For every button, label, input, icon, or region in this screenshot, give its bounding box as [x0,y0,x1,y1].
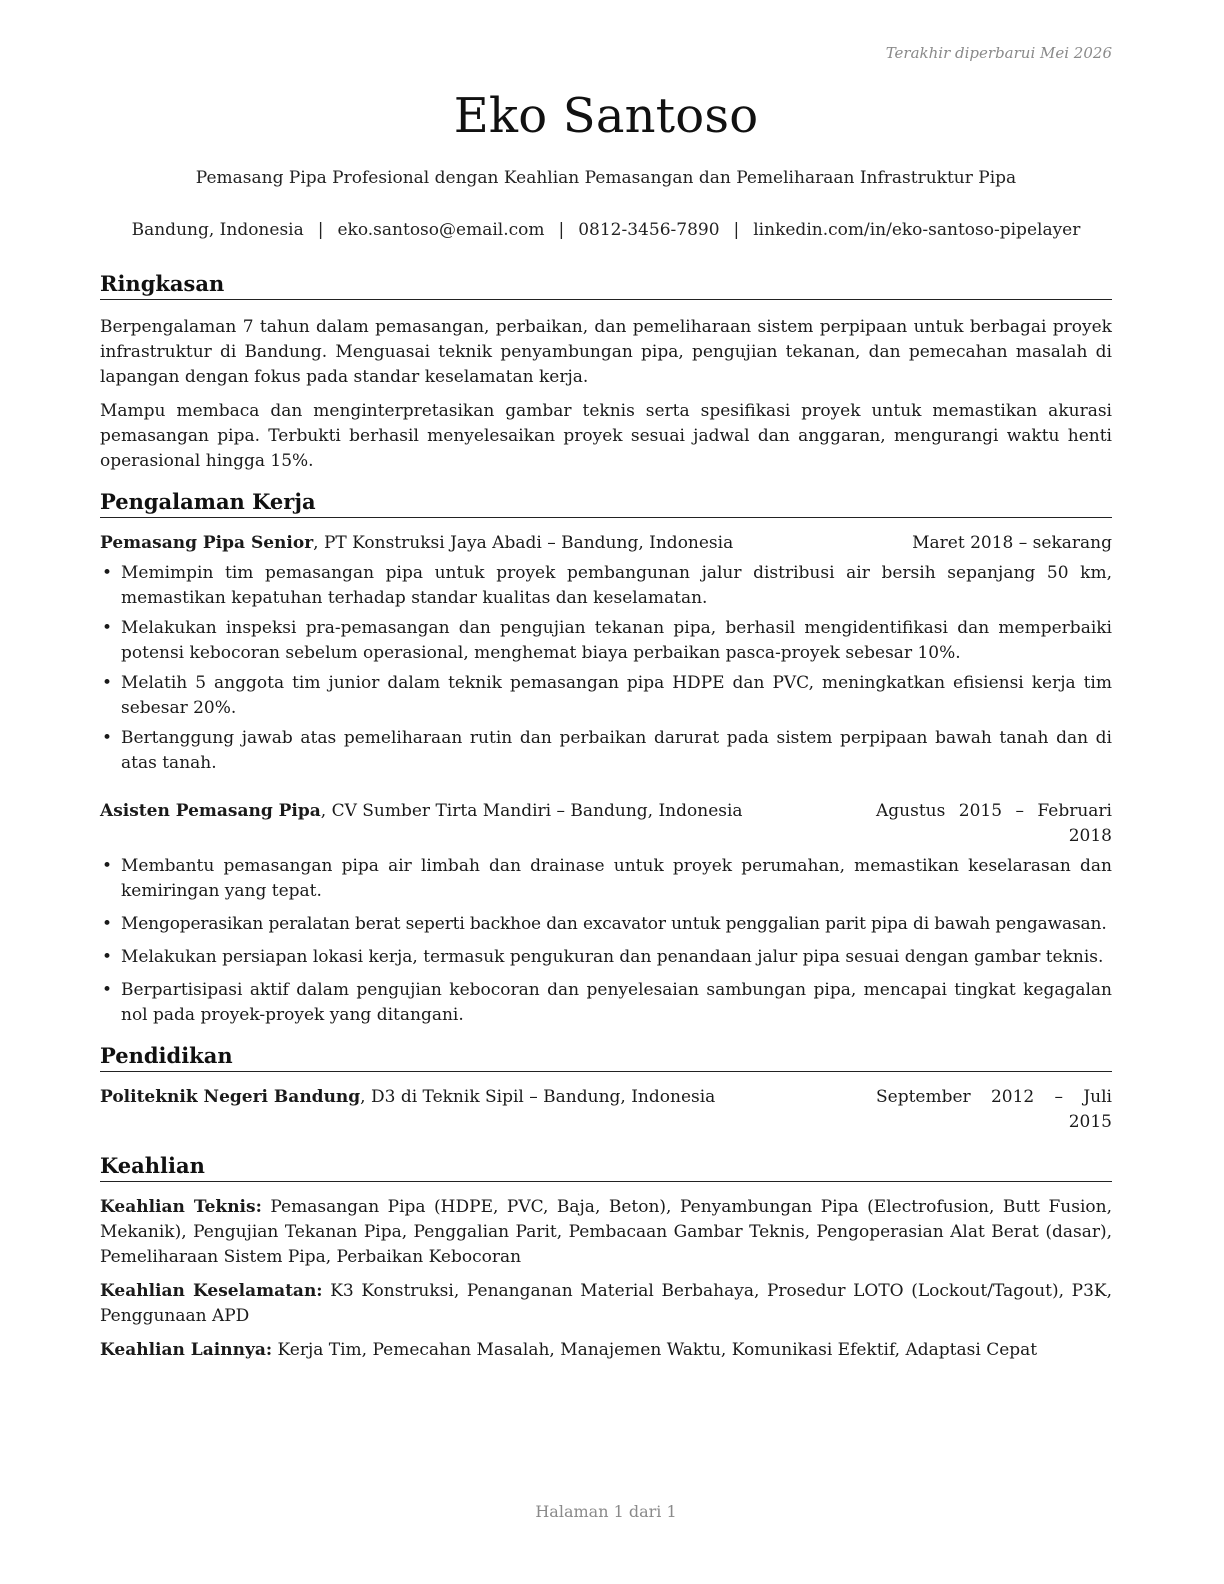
skill-group-label: Keahlian Teknis: [100,1197,262,1217]
bullet-icon: • [102,563,113,583]
contact-separator: | [558,220,565,240]
job-bullet-list [100,854,1112,1028]
job-role: Pemasang Pipa Senior [100,533,314,553]
experience-section [100,488,1112,1028]
contact-separator: | [733,220,740,240]
skills-section [100,1152,1112,1363]
bullet-icon: • [102,914,112,934]
list-item: • Melatih 5 anggota tim junior dalam teknik pemasangan pipa HDPE dan PVC, meningkatkan efisiensi kerja tim sebesar 20%. [102,673,1112,718]
job-title-line [100,799,743,824]
job-organization: , CV Sumber Tirta Mandiri – Bandung, Indonesia [320,801,743,821]
job-entry [100,531,1112,776]
education-entry [100,1085,1112,1135]
job-role: Asisten Pemasang Pipa [100,801,321,821]
last-updated-note: Terakhir diperbarui Mei 2026 [885,44,1112,62]
bullet-icon: • [102,618,113,638]
contact-location: Bandung, Indonesia [131,220,304,240]
bullet-icon: • [102,856,113,876]
contact-separator: | [317,220,324,240]
skill-group-label: Keahlian Lainnya: [100,1340,273,1360]
section-title-summary: Ringkasan [100,270,1112,300]
section-title-experience: Pengalaman Kerja [100,488,1112,518]
list-item: • Bertanggung jawab atas pemeliharaan rutin dan perbaikan darurat pada sistem perpipaan bawah tanah dan di atas tanah. [102,728,1112,773]
education-school: Politeknik Negeri Bandung [100,1087,361,1107]
section-title-skills: Keahlian [100,1152,1112,1182]
summary-paragraph: Berpengalaman 7 tahun dalam pemasangan, perbaikan, dan pemeliharaan sistem perpipaan untuk berbagai proyek infrastruktur di Bandung. Menguasai teknik penyambungan pipa, pengujian tekanan, dan pemecahan masalah di lapangan dengan fokus pada standar keselamatan kerja. [100,317,1112,387]
professional-tagline: Pemasang Pipa Profesional dengan Keahlian Pemasangan dan Pemeliharaan Infrastruktur Pipa [195,168,1017,188]
skill-group-safety [100,1279,1112,1329]
contact-linkedin[interactable]: linkedin.com/in/eko-santoso-pipelayer [753,220,1081,240]
skill-group-other [100,1338,1112,1363]
list-item: • Melakukan persiapan lokasi kerja, termasuk pengukuran dan penandaan jalur pipa sesuai dengan gambar teknis. [100,945,1112,970]
job-organization: , PT Konstruksi Jaya Abadi – Bandung, Indonesia [313,533,734,553]
summary-section [100,270,1112,474]
skill-group-technical [100,1195,1112,1270]
list-item: • Melakukan inspeksi pra-pemasangan dan pengujian tekanan pipa, berhasil mengidentifikasi dan memperbaiki potensi kebocoran sebelum operasional, menghemat biaya perbaikan pasca-proyek sebesar 10%. [102,618,1112,663]
skill-group-text: Pemasangan Pipa (HDPE, PVC, Baja, Beton), Penyambungan Pipa (Electrofusion, Butt Fusion, Mekanik), Pengujian Tekanan Pipa, Penggalian Parit, Pembacaan Gambar Teknis, Pengoperasian Alat Berat (dasar), Pemeliharaan Sistem Pipa, Perbaikan Kebocoran [100,1197,1113,1267]
resume-page [100,0,1112,1584]
bullet-icon: • [102,980,113,1000]
job-entry [100,799,1112,1028]
skill-group-label: Keahlian Keselamatan: [100,1281,323,1301]
education-section [100,1042,1112,1135]
skill-group-text: Kerja Tim, Pemecahan Masalah, Manajemen Waktu, Komunikasi Efektif, Adaptasi Cepat [272,1340,1038,1360]
contact-line [100,220,1112,240]
list-item: • Mengoperasikan peralatan berat seperti backhoe dan excavator untuk penggalian parit pipa di bawah pengawasan. [100,912,1112,937]
education-dates: September 2012 – Juli 2015 [876,1087,1112,1132]
skill-group-text: K3 Konstruksi, Penanganan Material Berbahaya, Prosedur LOTO (Lockout/Tagout), P3K, Penggunaan APD [100,1281,1112,1326]
bullet-icon: • [102,728,113,748]
section-title-education: Pendidikan [100,1042,1112,1072]
bullet-icon: • [102,947,113,967]
education-detail: , D3 di Teknik Sipil – Bandung, Indonesia [360,1087,716,1107]
summary-paragraph: Mampu membaca dan menginterpretasikan gambar teknis serta spesifikasi proyek untuk memastikan akurasi pemasangan pipa. Terbukti berhasil menyelesaikan proyek sesuai jadwal dan anggaran, mengurangi waktu henti operasional hingga 15%. [100,401,1112,471]
list-item: • Berpartisipasi aktif dalam pengujian kebocoran dan penyelesaian sambungan pipa, mencapai tingkat kegagalan nol pada proyek-proyek yang ditangani. [102,980,1112,1025]
page-number-footer: Halaman 1 dari 1 [535,1502,677,1521]
job-dates: Agustus 2015 – Februari 2018 [876,801,1112,846]
job-header [100,799,1112,849]
education-title-line [100,1085,715,1110]
job-dates: Maret 2018 – sekarang [912,533,1112,553]
list-item: • Membantu pemasangan pipa air limbah dan drainase untuk proyek perumahan, memastikan keselarasan dan kemiringan yang tepat. [102,856,1112,901]
job-header [100,531,1112,556]
contact-phone[interactable]: 0812-3456-7890 [578,220,720,240]
contact-email[interactable]: eko.santoso@email.com [337,220,545,240]
bullet-icon: • [102,673,113,693]
candidate-name: Eko Santoso [453,88,759,144]
job-bullet-list [100,561,1112,776]
job-title-line [100,531,733,556]
list-item: • Memimpin tim pemasangan pipa untuk proyek pembangunan jalur distribusi air bersih sepanjang 50 km, memastikan kepatuhan terhadap standar kualitas dan keselamatan. [102,563,1112,608]
